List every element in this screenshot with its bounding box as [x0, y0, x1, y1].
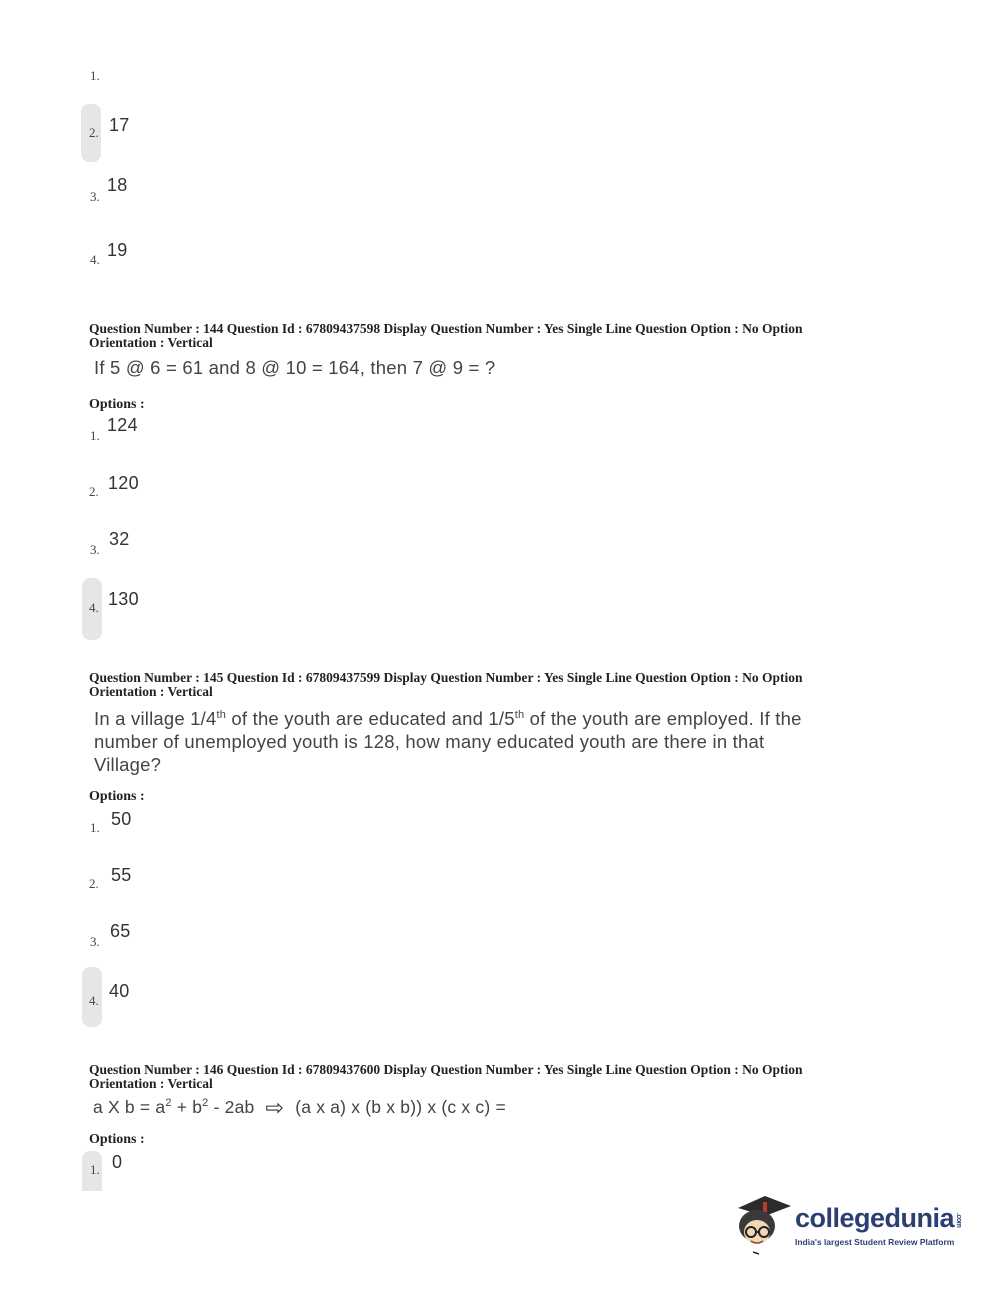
options-label: Options :	[89, 1132, 145, 1147]
superscript: 2	[202, 1097, 209, 1110]
question-text-line: number of unemployed youth is 128, how many educated youth are there in that	[94, 731, 765, 752]
option-value: 120	[108, 473, 139, 493]
question-meta-line: Question Number : 144 Question Id : 67809437598 Display Question Number : Yes Single Line Question Option : No Option	[89, 321, 803, 336]
question-text	[93, 1096, 506, 1119]
text-run: - 2ab	[208, 1097, 255, 1117]
brand-name: collegedunia.com	[795, 1203, 963, 1233]
option-number: 4.	[89, 600, 99, 615]
option-value: 130	[108, 589, 139, 609]
option-value: 55	[111, 865, 132, 885]
option-value: 40	[109, 981, 130, 1001]
option-value: 65	[110, 921, 131, 941]
options-label: Options :	[89, 789, 145, 804]
text-run: + b	[171, 1097, 203, 1117]
option-number: 4.	[90, 252, 100, 267]
question-text: If 5 @ 6 = 61 and 8 @ 10 = 164, then 7 @ 9 = ?	[94, 357, 496, 378]
superscript: 2	[165, 1097, 172, 1110]
question-meta	[89, 671, 889, 699]
implies-arrow-icon: ⇨	[265, 1095, 285, 1120]
superscript: th	[216, 708, 227, 721]
brand-suffix: .com	[955, 1212, 963, 1228]
option-value: 19	[107, 240, 128, 260]
collegedunia-mascot-logo	[733, 1188, 793, 1258]
option-value: 0	[112, 1152, 123, 1172]
options-label: Options :	[89, 397, 145, 412]
question-meta	[89, 322, 889, 350]
option-number: 1.	[90, 1162, 100, 1177]
option-number: 2.	[89, 876, 99, 891]
text-run: In a village 1/4	[94, 708, 217, 729]
option-number: 1.	[90, 820, 100, 835]
text-run: of the youth are educated and 1/5	[226, 708, 515, 729]
option-number: 3.	[90, 189, 100, 204]
option-value: 17	[109, 115, 130, 135]
option-value: 32	[109, 529, 130, 549]
question-text-line	[94, 707, 894, 730]
option-number: 4.	[89, 993, 99, 1008]
option-number: 1.	[90, 68, 100, 83]
option-value: 18	[107, 175, 128, 195]
question-meta	[89, 1063, 889, 1091]
question-meta-line: Orientation : Vertical	[89, 1076, 213, 1091]
brand-tagline: India's largest Student Review Platform	[795, 1237, 955, 1247]
text-run: of the youth are employed. If the	[524, 708, 802, 729]
mascot-icon	[733, 1188, 793, 1258]
text-run: (a x a) x (b x b)) x (c x c) =	[295, 1097, 506, 1117]
option-number: 1.	[90, 428, 100, 443]
option-number: 2.	[89, 125, 99, 140]
option-value: 124	[107, 415, 138, 435]
question-meta-line: Orientation : Vertical	[89, 684, 213, 699]
option-number: 3.	[90, 542, 100, 557]
question-meta-line: Question Number : 145 Question Id : 67809437599 Display Question Number : Yes Single Line Question Option : No Option	[89, 670, 803, 685]
option-number: 3.	[90, 934, 100, 949]
question-text	[94, 707, 894, 776]
text-run: a X b = a	[93, 1097, 166, 1117]
superscript: th	[514, 708, 525, 721]
option-value: 50	[111, 809, 132, 829]
question-meta-line: Question Number : 146 Question Id : 67809437600 Display Question Number : Yes Single Line Question Option : No Option	[89, 1062, 803, 1077]
question-meta-line: Orientation : Vertical	[89, 335, 213, 350]
question-text-line: Village?	[94, 754, 162, 775]
option-number: 2.	[89, 484, 99, 499]
